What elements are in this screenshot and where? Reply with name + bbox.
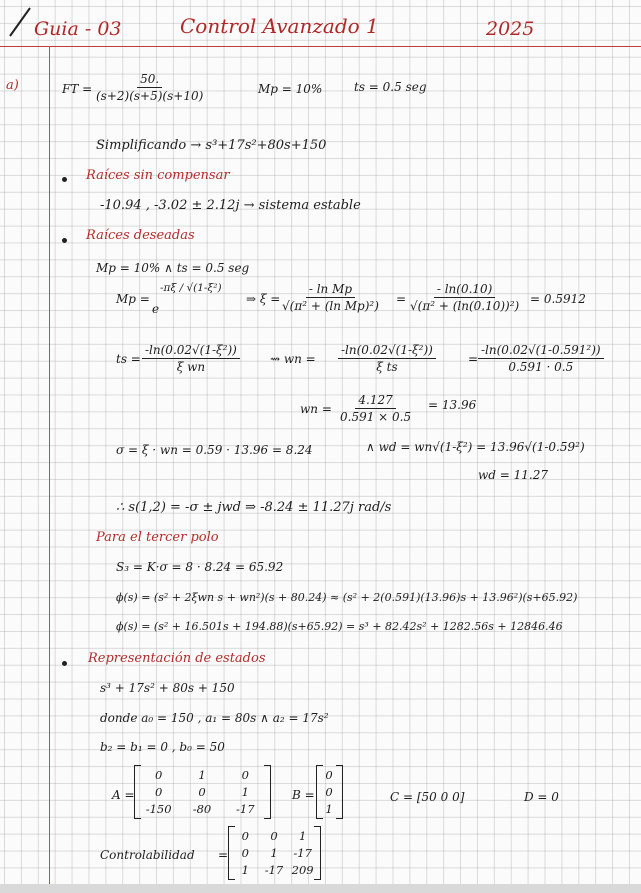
ctrl-cell: 1 bbox=[241, 863, 249, 877]
zeta-frac-1 bbox=[282, 282, 379, 313]
d-matrix: D = 0 bbox=[524, 790, 559, 804]
controllability-matrix bbox=[231, 829, 317, 877]
ts-frac-1-num: -ln(0.02√(1-ξ²)) bbox=[142, 343, 240, 359]
bullet-roots bbox=[62, 177, 67, 182]
a-cell: -80 bbox=[192, 802, 212, 816]
s3-line: S₃ = K·σ = 8 · 8.24 = 65.92 bbox=[116, 560, 284, 574]
desired-heading: Raíces deseadas bbox=[86, 228, 195, 243]
ft-label: FT = bbox=[62, 82, 93, 96]
a-cell: 1 bbox=[198, 768, 206, 782]
guide-label: Guia - 03 bbox=[34, 18, 122, 40]
b-cell: 1 bbox=[325, 802, 333, 816]
title-rule bbox=[0, 46, 641, 47]
bullet-desired bbox=[62, 238, 67, 243]
ctrl-cell: 0 bbox=[241, 846, 249, 860]
poly-line: s³ + 17s² + 80s + 150 bbox=[100, 681, 235, 695]
item-label: a) bbox=[6, 78, 19, 93]
coef-line: donde a₀ = 150 , a₁ = 80s ∧ a₂ = 17s² bbox=[100, 711, 329, 725]
zeta-result: = 0.5912 bbox=[530, 292, 586, 306]
ctrl-cell: 1 bbox=[298, 829, 307, 843]
roots-values: -10.94 , -3.02 ± 2.12j → sistema estable bbox=[100, 198, 361, 213]
ctrl-bracket-right bbox=[314, 826, 321, 880]
ts-lhs: ts = bbox=[116, 352, 141, 366]
ft-denominator: (s+2)(s+5)(s+10) bbox=[96, 89, 204, 103]
matrix-a bbox=[137, 768, 267, 816]
mp-exponent: -πξ / √(1-ξ²) bbox=[160, 282, 222, 294]
ctrl-cell: 0 bbox=[241, 829, 249, 843]
ts-frac-3-num: -ln(0.02√(1-0.591²)) bbox=[478, 343, 604, 359]
ts-frac-3 bbox=[478, 343, 604, 374]
wd-line: ∧ wd = wn√(1-ξ²) = 13.96√(1-0.59²) bbox=[366, 440, 585, 454]
ts-spec: ts = 0.5 seg bbox=[354, 80, 427, 94]
a-cell: -150 bbox=[145, 802, 172, 816]
ts-frac-1 bbox=[142, 343, 240, 374]
course-title: Control Avanzado 1 bbox=[180, 14, 379, 38]
bullet-state bbox=[62, 661, 67, 666]
simplify-line: Simplificando → s³+17s²+80s+150 bbox=[96, 138, 327, 153]
c-matrix: C = [50 0 0] bbox=[390, 790, 465, 804]
spec-line: Mp = 10% ∧ ts = 0.5 seg bbox=[96, 261, 250, 275]
ctrl-cell: -17 bbox=[293, 846, 312, 860]
zeta-frac-2-den: √(π² + (ln(0.10))²) bbox=[410, 299, 520, 313]
b-bracket-right bbox=[336, 765, 343, 819]
wd-result: wd = 11.27 bbox=[478, 468, 548, 482]
wn-lhs: wn = bbox=[300, 402, 332, 416]
b-cell: 0 bbox=[325, 785, 333, 799]
a-cell: -17 bbox=[236, 802, 255, 816]
ts-frac-2-num: -ln(0.02√(1-ξ²)) bbox=[338, 343, 436, 359]
ts-frac-2-den: ξ ts bbox=[376, 360, 398, 374]
a-cell: 1 bbox=[241, 785, 249, 799]
zeta-eq: = bbox=[396, 292, 407, 306]
ts-arrow: ⇝ wn = bbox=[270, 352, 316, 366]
mp-base: e bbox=[152, 302, 160, 316]
mp-lhs: Mp = bbox=[116, 292, 150, 306]
ctrl-cell: -17 bbox=[264, 863, 284, 877]
a-cell: 0 bbox=[155, 768, 163, 782]
ft-fraction bbox=[96, 72, 203, 103]
a-cell: 0 bbox=[241, 768, 249, 782]
mp-spec: Mp = 10% bbox=[258, 82, 323, 96]
ts-eq: = bbox=[468, 352, 479, 366]
ft-numerator: 50. bbox=[137, 72, 162, 88]
a-label: A = bbox=[112, 788, 135, 802]
b-cell: 0 bbox=[325, 768, 333, 782]
phi-line-1: ϕ(s) = (s² + 2ξwn s + wn²)(s + 80.24) ≈ (s² + 2(0.591)(13.96)s + 13.96²)(s+65.92) bbox=[116, 591, 578, 604]
margin-line bbox=[49, 46, 50, 893]
ts-frac-2 bbox=[338, 343, 436, 374]
controllability-eq: = bbox=[218, 848, 229, 862]
zeta-frac-2-num: - ln(0.10) bbox=[434, 282, 496, 298]
ctrl-cell: 0 bbox=[270, 829, 278, 843]
zeta-frac-1-den: √(π² + (ln Mp)²) bbox=[282, 299, 379, 313]
page-bottom-edge bbox=[0, 884, 641, 893]
roots-heading: Raíces sin compensar bbox=[86, 168, 230, 183]
wn-num: 4.127 bbox=[355, 393, 395, 409]
zeta-arrow: ⇒ ξ = bbox=[246, 292, 281, 306]
ctrl-cell: 209 bbox=[291, 863, 314, 877]
a-cell: 0 bbox=[155, 785, 163, 799]
wn-frac bbox=[340, 393, 411, 424]
b-line: b₂ = b₁ = 0 , b₀ = 50 bbox=[100, 740, 225, 754]
third-pole-heading: Para el tercer polo bbox=[96, 530, 219, 545]
phi-line-2: ϕ(s) = (s² + 16.501s + 194.88)(s+65.92) = s³ + 82.42s² + 1282.56s + 12846.46 bbox=[116, 620, 563, 633]
year-label: 2025 bbox=[486, 18, 535, 40]
b-label: B = bbox=[292, 788, 315, 802]
poles-line: ∴ s(1,2) = -σ ± jwd ⇒ -8.24 ± 11.27j rad/s bbox=[116, 500, 392, 515]
wn-den: 0.591 × 0.5 bbox=[340, 410, 412, 424]
zeta-frac-2 bbox=[410, 282, 519, 313]
a-cell: 0 bbox=[198, 785, 206, 799]
zeta-frac-1-num: - ln Mp bbox=[306, 282, 355, 298]
sigma-line: σ = ξ · wn = 0.59 · 13.96 = 8.24 bbox=[116, 443, 313, 457]
state-heading: Representación de estados bbox=[88, 651, 266, 666]
ts-frac-1-den: ξ wn bbox=[176, 360, 206, 374]
a-bracket-right bbox=[264, 765, 271, 819]
wn-result: = 13.96 bbox=[428, 398, 477, 412]
controllability-label: Controlabilidad bbox=[100, 848, 195, 862]
ctrl-cell: 1 bbox=[270, 846, 278, 860]
ts-frac-3-den: 0.591 · 0.5 bbox=[508, 360, 574, 374]
